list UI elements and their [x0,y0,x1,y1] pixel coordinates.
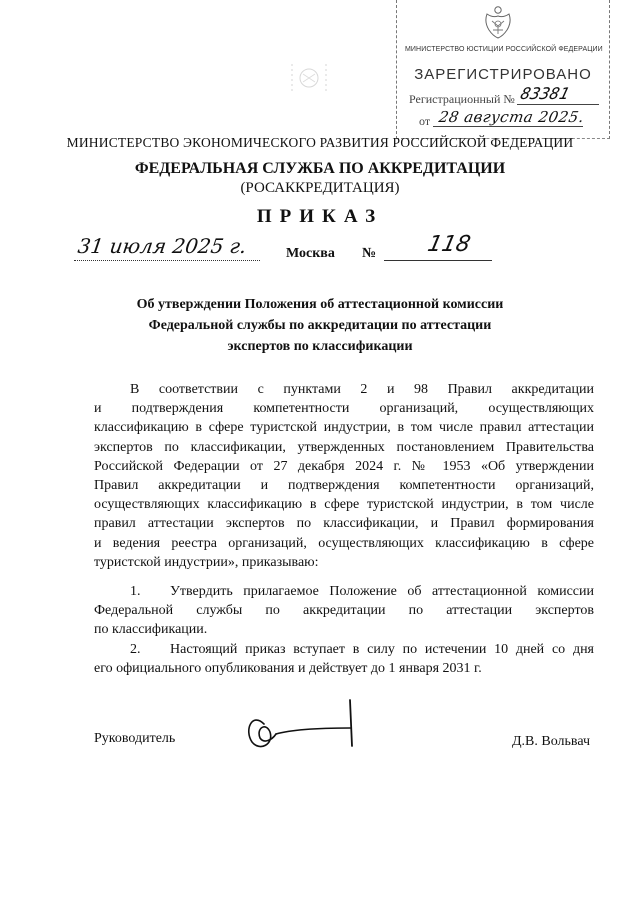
preamble-line: осуществляющих классификацию в сфере туристской индустрии, в том числе [94,497,594,513]
order-date-field [74,234,260,264]
preamble-line: экспертов по классификации, утвержденных постановлением Правительства [94,439,594,455]
stamp-number-handwritten: 83381 [518,84,572,103]
order-item-2 [94,640,594,678]
order-subject [100,294,540,357]
item-2-text: Настоящий приказ вступает в силу по истечении 10 дней со дня [170,642,594,657]
stamp-date-label: от [419,114,431,128]
faint-seal-icon [288,54,330,104]
order-number-line [384,260,492,261]
agency-short-name: (РОСАККРЕДИТАЦИЯ) [240,180,400,196]
signer-name: Д.В. Вольвач [512,734,591,749]
document-type: ПРИКАЗ [256,206,384,227]
item-2-line [94,640,594,659]
item-2-number: 2. [130,642,141,657]
preamble-paragraph [94,380,594,572]
stamp-date-line [433,126,583,127]
order-number-field [384,232,492,264]
preamble-line: и ведения реестра организаций, осуществляющих классификацию в сфере [94,535,594,551]
subject-line: Об утверждении Положения об аттестационной комиссии [136,297,504,312]
item-1-text: Утвердить прилагаемое Положение об аттестационной комиссии [170,584,594,599]
stamp-number-label: Регистрационный № [409,92,515,106]
ministry-name: МИНИСТЕРСТВО ЭКОНОМИЧЕСКОГО РАЗВИТИЯ РОССИЙСКОЙ ФЕДЕРАЦИИ [66,135,574,150]
registration-stamp [396,0,610,139]
order-number-handwritten: 118 [425,232,473,257]
coat-of-arms-icon [481,4,515,42]
preamble-line: и подтверждения компетентности организаций, осуществляющих [94,401,594,417]
agency-name: ФЕДЕРАЛЬНАЯ СЛУЖБА ПО АККРЕДИТАЦИИ [134,160,506,177]
stamp-number-line [517,104,599,105]
stamp-ministry: МИНИСТЕРСТВО ЮСТИЦИИ РОССИЙСКОЙ ФЕДЕРАЦИИ [405,46,603,53]
stamp-date-handwritten: 28 августа 2025. [437,108,586,126]
item-1-line: Федеральной службы по аккредитации по аттестации экспертов [94,603,594,619]
preamble-line: классификацию в сфере туристской индустрии, в том числе правил аттестации [94,420,594,436]
order-city: Москва [286,246,335,261]
order-date-line [74,260,260,261]
item-1-line: по классификации. [94,622,208,638]
stamp-title: ЗАРЕГИСТРИРОВАНО [414,66,592,83]
preamble-line: Российской Федерации от 27 декабря 2024 г. № 1953 «Об утверждении [94,458,594,474]
item-1-line [94,582,594,601]
stamp-number-row [409,84,605,108]
preamble-line: туристской индустрии», приказываю: [94,554,319,570]
order-number-sign: № [362,246,377,261]
subject-line: экспертов по классификации [227,339,413,354]
item-2-line: его официального опубликования и действует до 1 января 2031 г. [94,661,482,677]
handwritten-signature [238,694,364,756]
order-date-handwritten: 31 июля 2025 г. [76,234,249,258]
subject-line: Федеральной службы по аккредитации по аттестации [148,318,492,333]
item-1-number: 1. [130,584,141,599]
order-item-1 [94,582,594,640]
stamp-date-row [419,108,605,130]
preamble-line: Правил аккредитации и подтверждения компетентности организаций, [94,477,594,493]
preamble-line: В соответствии с пунктами 2 и 98 Правил аккредитации [130,382,594,397]
preamble-line: правил аттестации экспертов по классификации, и Правил формирования [94,516,594,532]
signer-role: Руководитель [94,731,176,746]
